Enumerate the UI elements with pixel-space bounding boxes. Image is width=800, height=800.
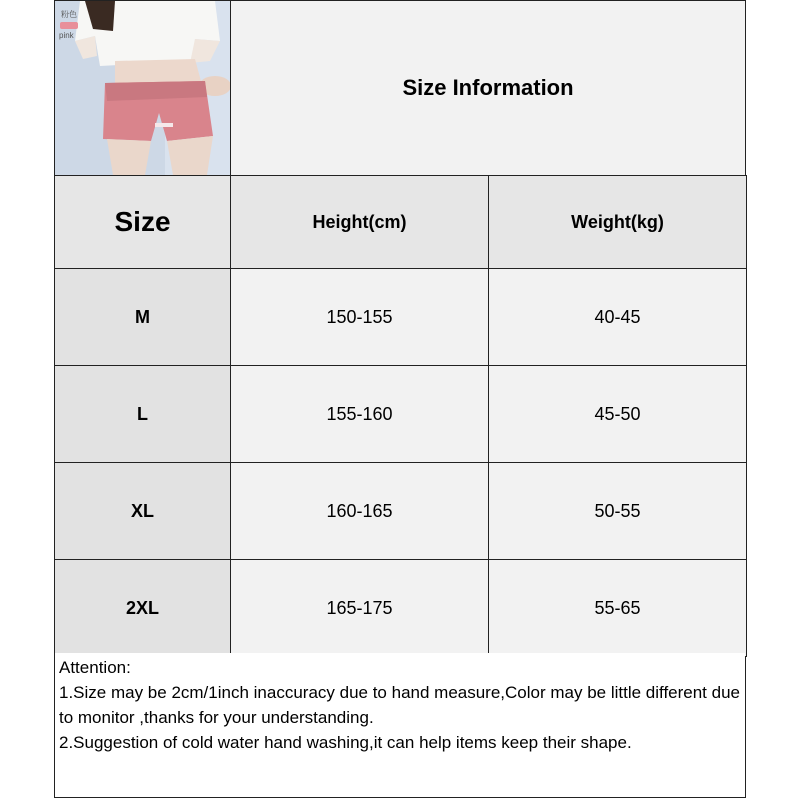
size-info-title: Size Information	[402, 75, 574, 100]
size-cell: M	[55, 269, 231, 366]
attention-line-2: 2.Suggestion of cold water hand washing,it can help items keep their shape.	[59, 733, 632, 752]
height-cell: 155-160	[231, 366, 489, 463]
column-header-weight: Weight(kg)	[489, 176, 747, 269]
table-row	[55, 269, 747, 366]
table-header-row	[55, 176, 747, 269]
size-cell: 2XL	[55, 560, 231, 657]
attention-note	[55, 653, 745, 797]
attention-line-1: 1.Size may be 2cm/1inch inaccuracy due to hand measure,Color may be little different due to monitor ,thanks for your understanding.	[59, 683, 740, 727]
size-info-header	[230, 1, 745, 175]
size-table	[54, 175, 747, 657]
column-header-height: Height(cm)	[231, 176, 489, 269]
product-photo	[55, 1, 230, 175]
table-row	[55, 463, 747, 560]
height-cell: 165-175	[231, 560, 489, 657]
size-cell: XL	[55, 463, 231, 560]
table-row	[55, 366, 747, 463]
height-cell: 150-155	[231, 269, 489, 366]
weight-cell: 40-45	[489, 269, 747, 366]
weight-cell: 55-65	[489, 560, 747, 657]
color-swatch	[60, 22, 78, 29]
column-header-size: Size	[55, 176, 231, 269]
attention-heading: Attention:	[59, 658, 131, 677]
weight-cell: 45-50	[489, 366, 747, 463]
color-label-cn: 粉色	[61, 10, 77, 19]
color-label-en: pink	[59, 31, 74, 40]
table-row	[55, 560, 747, 657]
weight-cell: 50-55	[489, 463, 747, 560]
height-cell: 160-165	[231, 463, 489, 560]
product-photo-image	[55, 1, 230, 175]
size-cell: L	[55, 366, 231, 463]
